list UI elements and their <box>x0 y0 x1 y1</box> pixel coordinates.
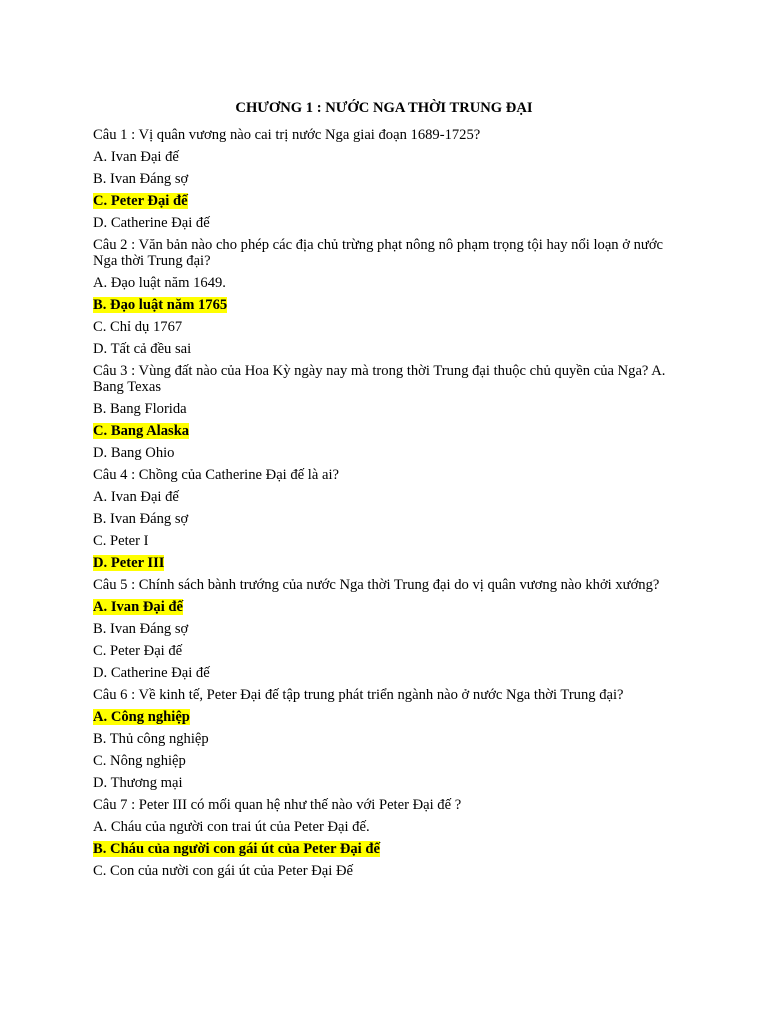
answer-option <box>93 319 679 336</box>
question-label: Câu 3 : Vùng đất nào của Hoa Kỳ ngày nay mà trong thời Trung đại thuộc chủ quyền của Nga? A. Bang Texas <box>93 363 666 395</box>
answer-label: C. Con của nười con gái út của Peter Đại Đế <box>93 863 354 879</box>
answer-label: C. Nông nghiệp <box>93 753 186 769</box>
question-text <box>93 577 679 593</box>
answer-label: A. Cháu của người con trai út của Peter Đại đế. <box>93 819 370 835</box>
answer-option <box>93 215 679 232</box>
question-label: Câu 5 : Chính sách bành trướng của nước Nga thời Trung đại do vị quân vương nào khởi xướng? <box>93 577 660 593</box>
chapter-title: CHƯƠNG 1 : NƯỚC NGA THỜI TRUNG ĐẠI <box>235 100 533 116</box>
answer-option <box>93 423 679 440</box>
question-label: Câu 6 : Về kinh tế, Peter Đại đế tập trung phát triển ngành nào ở nước Nga thời Trung đại? <box>93 687 624 703</box>
answer-label: B. Ivan Đáng sợ <box>93 171 189 187</box>
answer-label: A. Đạo luật năm 1649. <box>93 275 226 291</box>
question-text <box>93 237 679 269</box>
answer-label: B. Ivan Đáng sợ <box>93 511 189 527</box>
correct-answer-highlight: A. Công nghiệp <box>93 709 190 725</box>
answer-option <box>93 275 679 292</box>
question-text <box>93 687 679 704</box>
answer-option <box>93 731 679 748</box>
correct-answer-highlight: B. Cháu của người con gái út của Peter Đại đế <box>93 841 380 857</box>
answer-option <box>93 819 679 836</box>
answer-option <box>93 709 679 726</box>
answer-option <box>93 555 679 572</box>
answer-label: D. Thương mại <box>93 775 183 791</box>
question-label: Câu 2 : Văn bản nào cho phép các địa chủ trừng phạt nông nô phạm trọng tội hay nổi loạn ở nước Nga thời Trung đại? <box>93 237 664 269</box>
answer-option <box>93 643 679 660</box>
answer-label: C. Peter I <box>93 533 149 549</box>
question-label: Câu 1 : Vị quân vương nào cai trị nước Nga giai đoạn 1689-1725? <box>93 127 481 143</box>
answer-option <box>93 171 679 188</box>
correct-answer-highlight: B. Đạo luật năm 1765 <box>93 297 228 313</box>
question-text <box>93 797 679 814</box>
answer-label: A. Ivan Đại đế <box>93 489 179 505</box>
answer-label: B. Bang Florida <box>93 401 187 417</box>
answer-label: B. Ivan Đáng sợ <box>93 621 189 637</box>
answer-option <box>93 621 679 638</box>
correct-answer-highlight: A. Ivan Đại đế <box>93 599 184 615</box>
answer-label: D. Tất cả đều sai <box>93 341 192 357</box>
question-label: Câu 7 : Peter III có mối quan hệ như thế nào với Peter Đại đế ? <box>93 797 462 813</box>
answer-option <box>93 863 679 880</box>
answer-option <box>93 665 679 682</box>
answer-option <box>93 297 679 314</box>
answer-option <box>93 401 679 418</box>
question-list <box>93 127 679 885</box>
correct-answer-highlight: C. Peter Đại đế <box>93 193 188 209</box>
answer-label: A. Ivan Đại đế <box>93 149 179 165</box>
answer-option <box>93 445 679 462</box>
answer-option <box>93 753 679 770</box>
answer-option <box>93 533 679 550</box>
correct-answer-highlight: D. Peter III <box>93 555 165 571</box>
question-text <box>93 363 679 395</box>
answer-label: D. Bang Ohio <box>93 445 175 461</box>
question-label: Câu 4 : Chồng của Catherine Đại đế là ai? <box>93 467 339 483</box>
answer-option <box>93 841 679 858</box>
question-text <box>93 467 679 484</box>
answer-option <box>93 193 679 210</box>
answer-label: B. Thủ công nghiệp <box>93 731 209 747</box>
answer-option <box>93 511 679 528</box>
answer-option <box>93 341 679 358</box>
answer-label: D. Catherine Đại đế <box>93 665 210 681</box>
answer-label: C. Chỉ dụ 1767 <box>93 319 183 335</box>
answer-option <box>93 599 679 616</box>
answer-option <box>93 489 679 506</box>
answer-label: C. Peter Đại đế <box>93 643 183 659</box>
answer-option <box>93 775 679 792</box>
answer-option <box>93 149 679 166</box>
answer-label: D. Catherine Đại đế <box>93 215 210 231</box>
correct-answer-highlight: C. Bang Alaska <box>93 423 190 439</box>
question-text <box>93 127 679 144</box>
